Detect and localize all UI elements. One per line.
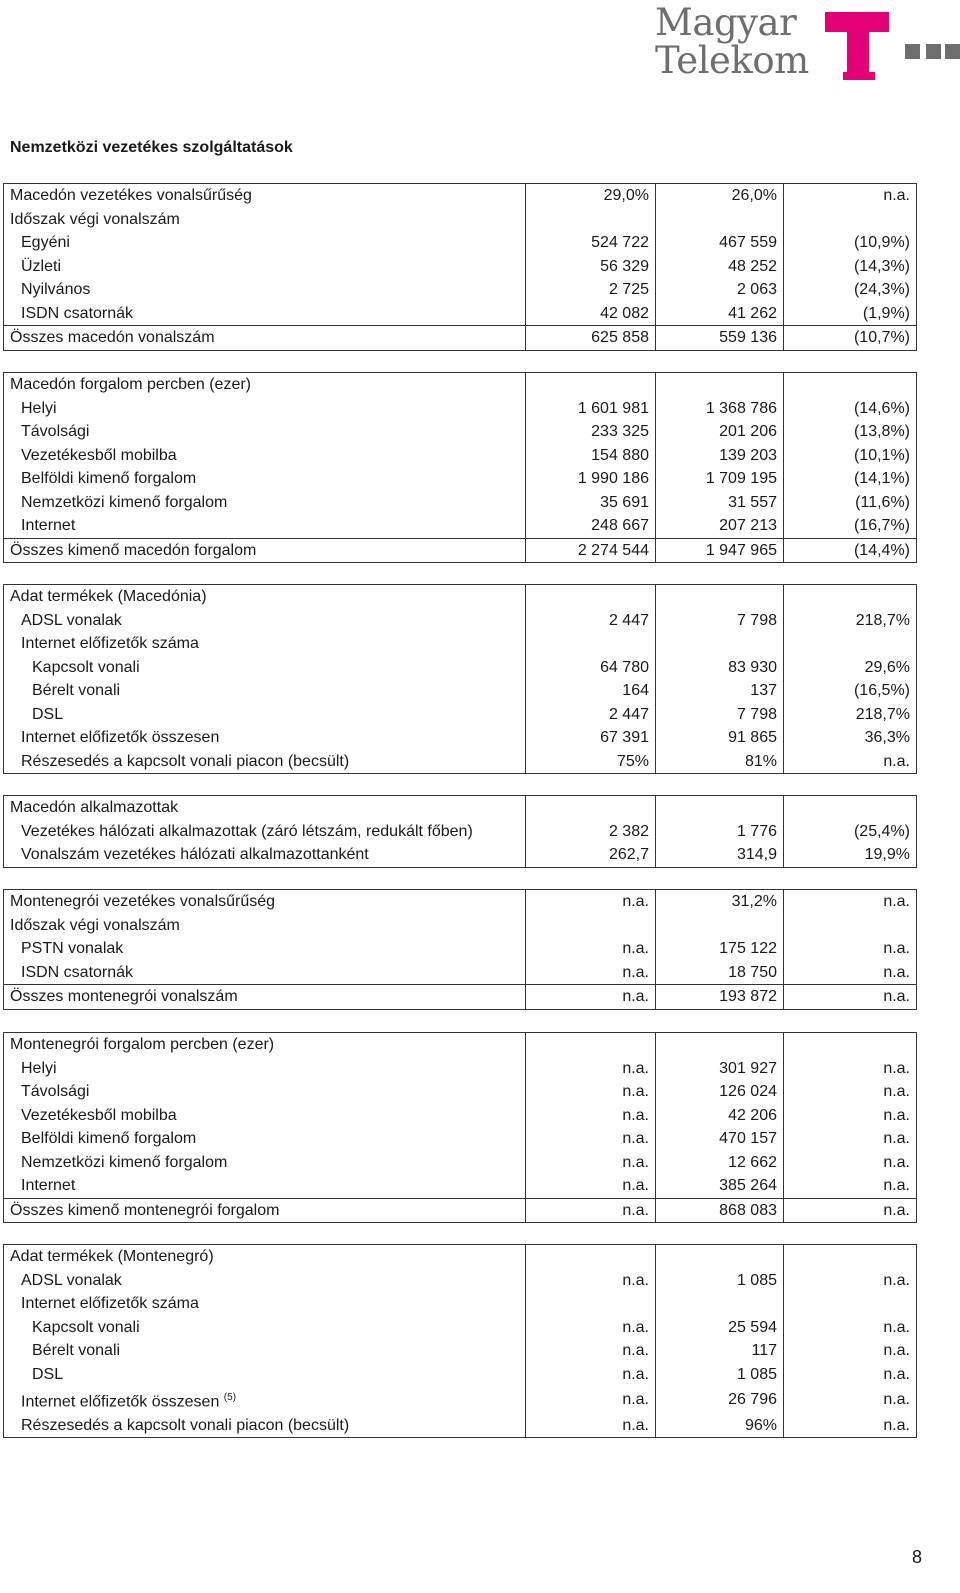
row-label-cell — [4, 726, 526, 750]
row-label: Adat termékek (Macedónia) — [10, 588, 207, 605]
value-cell-c3 — [784, 208, 917, 232]
table-montenegrin-traffic — [3, 1032, 917, 1223]
value-cell-c3: n.a. — [784, 1316, 917, 1340]
logo-line-2: Telekom — [655, 39, 809, 82]
row-label: Adat termékek (Montenegró) — [10, 1248, 214, 1265]
value-cell-c2: 126 024 — [656, 1080, 784, 1104]
table-row — [4, 726, 917, 750]
value-cell-c2: 7 798 — [656, 703, 784, 727]
table-row — [4, 231, 917, 255]
value-cell-c2: 1 776 — [656, 820, 784, 844]
value-cell-c1: 75% — [526, 750, 656, 774]
value-cell-c2: 96% — [656, 1414, 784, 1438]
row-label-cell — [4, 843, 526, 867]
row-label-cell — [4, 585, 526, 609]
value-cell-c2 — [656, 796, 784, 820]
row-label-cell — [4, 373, 526, 397]
value-cell-c1: 67 391 — [526, 726, 656, 750]
table-row — [4, 397, 917, 421]
value-cell-c3 — [784, 1245, 917, 1269]
value-cell-c1 — [526, 585, 656, 609]
value-cell-c1: 2 725 — [526, 278, 656, 302]
value-cell-c1: 233 325 — [526, 420, 656, 444]
value-cell-c1: 56 329 — [526, 255, 656, 279]
value-cell-c3: (14,3%) — [784, 255, 917, 279]
table-row — [4, 1269, 917, 1293]
row-label: Távolsági — [21, 1083, 90, 1100]
value-cell-c2: 385 264 — [656, 1174, 784, 1198]
table-row — [4, 656, 917, 680]
row-label-cell — [4, 1198, 526, 1223]
value-cell-c3: n.a. — [784, 1174, 917, 1198]
table-row — [4, 491, 917, 515]
row-label-cell — [4, 1292, 526, 1316]
table-macedonian-traffic — [3, 372, 917, 563]
logo-line-1: Magyar — [655, 1, 797, 44]
value-cell-c3: (14,1%) — [784, 467, 917, 491]
value-cell-c1: 64 780 — [526, 656, 656, 680]
value-cell-c2 — [656, 914, 784, 938]
table-row — [4, 420, 917, 444]
row-label-cell — [4, 679, 526, 703]
table-row — [4, 1292, 917, 1316]
value-cell-c3: n.a. — [784, 1151, 917, 1175]
value-cell-c3: n.a. — [784, 1198, 917, 1223]
value-cell-c1: 625 858 — [526, 326, 656, 351]
row-label: Kapcsolt vonali — [32, 1318, 140, 1336]
row-label: Internet — [21, 517, 76, 534]
value-cell-c1: n.a. — [526, 961, 656, 985]
value-cell-c1: 248 667 — [526, 514, 656, 538]
table-montenegrin-lines — [3, 889, 917, 1010]
row-label-cell — [4, 514, 526, 538]
row-label: Bérelt vonali — [32, 682, 121, 699]
row-label-cell — [4, 937, 526, 961]
value-cell-c1: n.a. — [526, 1269, 656, 1293]
value-cell-c2: 48 252 — [656, 255, 784, 279]
row-label: Bérelt vonali — [32, 1342, 121, 1359]
row-label: Részesedés a kapcsolt vonali piacon (becsült) — [21, 752, 350, 770]
value-cell-c3: 19,9% — [784, 843, 917, 867]
value-cell-c2: 207 213 — [656, 514, 784, 538]
value-cell-c1 — [526, 1292, 656, 1316]
value-cell-c3: n.a. — [784, 961, 917, 985]
row-label: Összes kimenő macedón forgalom — [10, 541, 257, 559]
row-label: Vezetékesből mobilba — [21, 446, 177, 464]
row-label-cell — [4, 231, 526, 255]
value-cell-c3: n.a. — [784, 1269, 917, 1293]
table-row — [4, 679, 917, 703]
value-cell-c3: 36,3% — [784, 726, 917, 750]
value-cell-c2: 470 157 — [656, 1127, 784, 1151]
value-cell-c1: 524 722 — [526, 231, 656, 255]
table-row — [4, 843, 917, 867]
value-cell-c2 — [656, 585, 784, 609]
page-number: 8 — [912, 1547, 923, 1567]
value-cell-c3: n.a. — [784, 1386, 917, 1414]
row-label: Kapcsolt vonali — [32, 658, 140, 676]
row-label: Helyi — [21, 399, 57, 417]
row-label-cell — [4, 656, 526, 680]
value-cell-c1: 1 990 186 — [526, 467, 656, 491]
row-label-cell — [4, 255, 526, 279]
value-cell-c1 — [526, 373, 656, 397]
value-cell-c3: (24,3%) — [784, 278, 917, 302]
row-label-cell — [4, 397, 526, 421]
row-label: Internet — [21, 1177, 76, 1194]
row-label: Macedón alkalmazottak — [10, 799, 179, 816]
value-cell-c3: n.a. — [784, 985, 917, 1010]
table-row — [4, 1033, 917, 1057]
value-cell-c3: (1,9%) — [784, 302, 917, 326]
value-cell-c3: 29,6% — [784, 656, 917, 680]
value-cell-c2: 193 872 — [656, 985, 784, 1010]
table-row — [4, 632, 917, 656]
value-cell-c1: 154 880 — [526, 444, 656, 468]
value-cell-c1: 29,0% — [526, 184, 656, 208]
table-macedonian-lines — [3, 183, 917, 351]
value-cell-c1: n.a. — [526, 937, 656, 961]
row-label-cell — [4, 467, 526, 491]
table-row — [4, 1198, 917, 1223]
value-cell-c2 — [656, 208, 784, 232]
row-label: Montenegrói forgalom percben (ezer) — [10, 1036, 275, 1053]
row-label-cell — [4, 491, 526, 515]
value-cell-c2: 91 865 — [656, 726, 784, 750]
row-label: Vezetékes hálózati alkalmazottak (záró létszám, redukált főben) — [21, 822, 473, 840]
value-cell-c2: 201 206 — [656, 420, 784, 444]
value-cell-c3: (13,8%) — [784, 420, 917, 444]
value-cell-c2: 1 368 786 — [656, 397, 784, 421]
value-cell-c3: (10,7%) — [784, 326, 917, 351]
table-row — [4, 1080, 917, 1104]
value-cell-c3: (14,6%) — [784, 397, 917, 421]
value-cell-c3: n.a. — [784, 1057, 917, 1081]
table-row — [4, 514, 917, 538]
value-cell-c1: n.a. — [526, 1104, 656, 1128]
value-cell-c3 — [784, 796, 917, 820]
row-label: Üzleti — [21, 257, 62, 275]
row-label: DSL — [32, 1365, 64, 1383]
row-label-cell — [4, 985, 526, 1010]
row-label: Internet előfizetők száma — [21, 635, 199, 652]
value-cell-c3: n.a. — [784, 750, 917, 774]
row-label: Macedón forgalom percben (ezer) — [10, 376, 252, 393]
row-label-cell — [4, 890, 526, 914]
value-cell-c1: 164 — [526, 679, 656, 703]
row-label-cell — [4, 820, 526, 844]
table-row — [4, 1386, 917, 1414]
value-cell-c2: 26,0% — [656, 184, 784, 208]
row-label-cell — [4, 444, 526, 468]
value-cell-c2: 18 750 — [656, 961, 784, 985]
table-row — [4, 208, 917, 232]
value-cell-c1: 35 691 — [526, 491, 656, 515]
table-row — [4, 985, 917, 1010]
row-label-cell — [4, 1057, 526, 1081]
row-label-cell — [4, 750, 526, 774]
table-row — [4, 467, 917, 491]
table-row — [4, 1339, 917, 1363]
value-cell-c2 — [656, 632, 784, 656]
value-cell-c1: 1 601 981 — [526, 397, 656, 421]
value-cell-c3: n.a. — [784, 184, 917, 208]
row-label-cell — [4, 208, 526, 232]
value-cell-c2: 41 262 — [656, 302, 784, 326]
value-cell-c3: 218,7% — [784, 703, 917, 727]
value-cell-c2: 1 085 — [656, 1269, 784, 1293]
table-row — [4, 585, 917, 609]
row-label: Összes kimenő montenegrói forgalom — [10, 1201, 280, 1219]
row-label: Egyéni — [21, 234, 70, 251]
table-row — [4, 538, 917, 563]
row-label: Belföldi kimenő forgalom — [21, 470, 197, 487]
value-cell-c2 — [656, 1245, 784, 1269]
value-cell-c1: 2 447 — [526, 609, 656, 633]
value-cell-c3: (16,5%) — [784, 679, 917, 703]
row-label-cell — [4, 1414, 526, 1438]
value-cell-c2: 26 796 — [656, 1386, 784, 1414]
value-cell-c1: n.a. — [526, 1316, 656, 1340]
value-cell-c3: (10,1%) — [784, 444, 917, 468]
value-cell-c2: 175 122 — [656, 937, 784, 961]
value-cell-c2: 137 — [656, 679, 784, 703]
value-cell-c3: n.a. — [784, 890, 917, 914]
table-row — [4, 1151, 917, 1175]
row-label-cell — [4, 538, 526, 563]
value-cell-c1: 42 082 — [526, 302, 656, 326]
row-label: Internet előfizetők száma — [21, 1295, 199, 1312]
row-label-cell — [4, 914, 526, 938]
value-cell-c1: n.a. — [526, 1198, 656, 1223]
row-label: Összes macedón vonalszám — [10, 329, 215, 346]
section-title: Nemzetközi vezetékes szolgáltatások — [10, 139, 293, 156]
table-row — [4, 1174, 917, 1198]
row-label: Távolsági — [21, 423, 90, 440]
table-row — [4, 937, 917, 961]
value-cell-c2: 31 557 — [656, 491, 784, 515]
row-label: Vezetékesből mobilba — [21, 1106, 177, 1124]
row-label-cell — [4, 184, 526, 208]
value-cell-c2: 81% — [656, 750, 784, 774]
row-label: PSTN vonalak — [21, 940, 124, 957]
row-label-cell — [4, 1386, 526, 1414]
row-label-cell — [4, 1316, 526, 1340]
row-label: Nemzetközi kimenő forgalom — [21, 493, 228, 511]
value-cell-c1 — [526, 796, 656, 820]
table-row — [4, 1414, 917, 1438]
row-label-cell — [4, 609, 526, 633]
value-cell-c1: n.a. — [526, 1339, 656, 1363]
table-row — [4, 961, 917, 985]
value-cell-c2: 83 930 — [656, 656, 784, 680]
value-cell-c1: 2 382 — [526, 820, 656, 844]
table-row — [4, 890, 917, 914]
row-label: ADSL vonalak — [21, 1271, 122, 1289]
value-cell-c2 — [656, 1033, 784, 1057]
table-row — [4, 820, 917, 844]
table-row — [4, 373, 917, 397]
value-cell-c2: 314,9 — [656, 843, 784, 867]
value-cell-c3: n.a. — [784, 1339, 917, 1363]
value-cell-c3 — [784, 1033, 917, 1057]
value-cell-c1: n.a. — [526, 1057, 656, 1081]
row-label: ISDN csatornák — [21, 963, 134, 981]
row-label: Időszak végi vonalszám — [10, 916, 180, 934]
value-cell-c2: 467 559 — [656, 231, 784, 255]
value-cell-c2: 1 085 — [656, 1363, 784, 1387]
value-cell-c2: 42 206 — [656, 1104, 784, 1128]
value-cell-c2: 139 203 — [656, 444, 784, 468]
row-label: Internet előfizetők összesen — [21, 1393, 220, 1411]
table-row — [4, 1363, 917, 1387]
value-cell-c3: n.a. — [784, 1127, 917, 1151]
row-label: Vonalszám vezetékes hálózati alkalmazottanként — [21, 846, 369, 863]
row-label: Macedón vezetékes vonalsűrűség — [10, 187, 252, 204]
footnote-marker: (5) — [223, 1392, 237, 1403]
row-label-cell — [4, 1080, 526, 1104]
value-cell-c1: n.a. — [526, 1363, 656, 1387]
value-cell-c1: n.a. — [526, 1127, 656, 1151]
table-row — [4, 278, 917, 302]
value-cell-c2: 1 709 195 — [656, 467, 784, 491]
value-cell-c1: n.a. — [526, 1080, 656, 1104]
value-cell-c1: 2 274 544 — [526, 538, 656, 563]
value-cell-c1 — [526, 208, 656, 232]
value-cell-c2: 25 594 — [656, 1316, 784, 1340]
table-row — [4, 914, 917, 938]
value-cell-c1: n.a. — [526, 985, 656, 1010]
value-cell-c1 — [526, 1033, 656, 1057]
row-label-cell — [4, 1104, 526, 1128]
value-cell-c2 — [656, 1292, 784, 1316]
value-cell-c3: n.a. — [784, 937, 917, 961]
value-cell-c3: 218,7% — [784, 609, 917, 633]
value-cell-c3 — [784, 585, 917, 609]
table-row — [4, 1057, 917, 1081]
row-label-cell — [4, 1339, 526, 1363]
table-row — [4, 1104, 917, 1128]
value-cell-c3: (14,4%) — [784, 538, 917, 563]
value-cell-c2: 301 927 — [656, 1057, 784, 1081]
row-label: Összes montenegrói vonalszám — [10, 988, 238, 1005]
row-label-cell — [4, 1033, 526, 1057]
row-label-cell — [4, 1269, 526, 1293]
row-label: ISDN csatornák — [21, 304, 134, 322]
row-label-cell — [4, 703, 526, 727]
row-label: Internet előfizetők összesen — [21, 729, 220, 746]
row-label: Nyilvános — [21, 281, 91, 298]
row-label-cell — [4, 302, 526, 326]
value-cell-c1: 262,7 — [526, 843, 656, 867]
value-cell-c3: n.a. — [784, 1414, 917, 1438]
value-cell-c1: n.a. — [526, 1151, 656, 1175]
value-cell-c1: 2 447 — [526, 703, 656, 727]
value-cell-c3: n.a. — [784, 1104, 917, 1128]
value-cell-c2: 868 083 — [656, 1198, 784, 1223]
row-label: ADSL vonalak — [21, 611, 122, 629]
value-cell-c3: n.a. — [784, 1363, 917, 1387]
value-cell-c1: n.a. — [526, 1414, 656, 1438]
row-label-cell — [4, 632, 526, 656]
value-cell-c2: 1 947 965 — [656, 538, 784, 563]
row-label: Helyi — [21, 1059, 57, 1077]
table-montenegrin-data-products — [3, 1244, 917, 1438]
value-cell-c2: 31,2% — [656, 890, 784, 914]
row-label: Belföldi kimenő forgalom — [21, 1130, 197, 1147]
row-label-cell — [4, 1245, 526, 1269]
value-cell-c3 — [784, 632, 917, 656]
table-row — [4, 302, 917, 326]
table-row — [4, 1245, 917, 1269]
table-row — [4, 326, 917, 351]
row-label-cell — [4, 1151, 526, 1175]
table-row — [4, 750, 917, 774]
table-row — [4, 184, 917, 208]
value-cell-c1 — [526, 632, 656, 656]
value-cell-c2: 7 798 — [656, 609, 784, 633]
magyar-telekom-logo — [655, 1, 955, 84]
row-label: DSL — [32, 705, 64, 723]
row-label: Montenegrói vezetékes vonalsűrűség — [10, 893, 276, 910]
table-row — [4, 1127, 917, 1151]
row-label-cell — [4, 420, 526, 444]
row-label-cell — [4, 326, 526, 351]
row-label-cell — [4, 796, 526, 820]
table-row — [4, 796, 917, 820]
value-cell-c3: (11,6%) — [784, 491, 917, 515]
value-cell-c3: (10,9%) — [784, 231, 917, 255]
table-row — [4, 703, 917, 727]
value-cell-c3 — [784, 1292, 917, 1316]
value-cell-c1 — [526, 1245, 656, 1269]
value-cell-c3: n.a. — [784, 1080, 917, 1104]
table-row — [4, 1316, 917, 1340]
value-cell-c1: n.a. — [526, 1386, 656, 1414]
value-cell-c1 — [526, 914, 656, 938]
value-cell-c2: 559 136 — [656, 326, 784, 351]
value-cell-c3: (25,4%) — [784, 820, 917, 844]
table-row — [4, 255, 917, 279]
table-macedonian-data-products — [3, 584, 917, 774]
value-cell-c3 — [784, 373, 917, 397]
row-label-cell — [4, 1127, 526, 1151]
table-macedonian-employees — [3, 795, 917, 868]
value-cell-c3 — [784, 914, 917, 938]
value-cell-c2: 117 — [656, 1339, 784, 1363]
row-label: Nemzetközi kimenő forgalom — [21, 1153, 228, 1171]
row-label-cell — [4, 1174, 526, 1198]
value-cell-c3: (16,7%) — [784, 514, 917, 538]
row-label-cell — [4, 961, 526, 985]
table-row — [4, 609, 917, 633]
logo-wordmark — [655, 1, 809, 82]
value-cell-c1: n.a. — [526, 1174, 656, 1198]
value-cell-c1: n.a. — [526, 890, 656, 914]
row-label: Részesedés a kapcsolt vonali piacon (becsült) — [21, 1416, 350, 1434]
value-cell-c2 — [656, 373, 784, 397]
value-cell-c2: 12 662 — [656, 1151, 784, 1175]
value-cell-c2: 2 063 — [656, 278, 784, 302]
table-row — [4, 444, 917, 468]
row-label: Időszak végi vonalszám — [10, 210, 180, 228]
row-label-cell — [4, 1363, 526, 1387]
t-logo-icon — [815, 8, 955, 82]
row-label-cell — [4, 278, 526, 302]
